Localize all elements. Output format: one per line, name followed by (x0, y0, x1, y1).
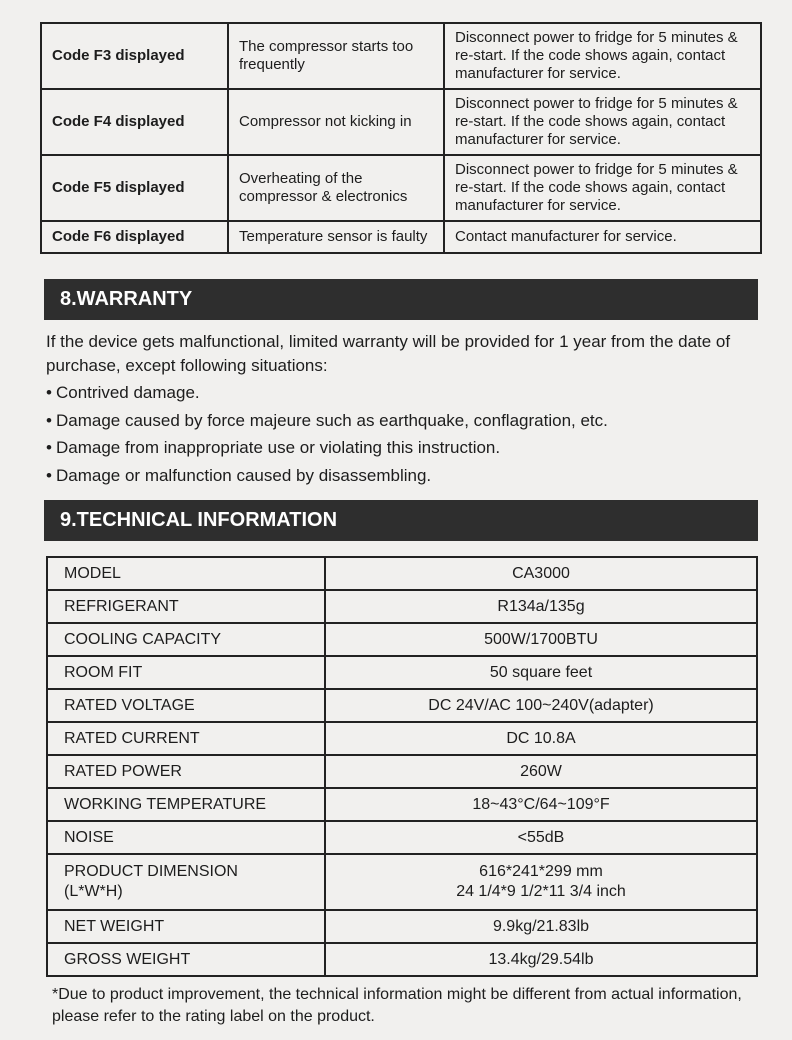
spec-value: <55dB (325, 821, 757, 854)
list-item (46, 464, 758, 488)
table-row (47, 557, 757, 590)
error-solution: Disconnect power to fridge for 5 minutes & re-start. If the code shows again, contact manufacturer for service. (444, 89, 761, 155)
table-row (47, 656, 757, 689)
spec-label: MODEL (47, 557, 325, 590)
warranty-heading: 8.WARRANTY (44, 279, 758, 320)
spec-value: DC 24V/AC 100~240V(adapter) (325, 689, 757, 722)
dimension-imperial: 24 1/4*9 1/2*11 3/4 inch (456, 883, 626, 900)
bullet: • (46, 438, 52, 457)
error-cause: Overheating of the compressor & electronics (228, 155, 444, 221)
exception-text: Contrived damage. (56, 383, 200, 402)
table-row (47, 755, 757, 788)
spec-label: RATED POWER (47, 755, 325, 788)
warranty-intro: If the device gets malfunctional, limited warranty will be provided for 1 year from the date of purchase, except following situations: (46, 332, 731, 375)
spec-value: 13.4kg/29.54lb (325, 943, 757, 976)
list-item (46, 436, 758, 460)
spec-label: GROSS WEIGHT (47, 943, 325, 976)
error-solution: Disconnect power to fridge for 5 minutes & re-start. If the code shows again, contact manufacturer for service. (444, 23, 761, 89)
exception-text: Damage caused by force majeure such as earthquake, conflagration, etc. (56, 410, 608, 430)
bullet: • (46, 383, 52, 402)
spec-value: CA3000 (325, 557, 757, 590)
bullet: • (46, 465, 52, 485)
spec-label: RATED VOLTAGE (47, 689, 325, 722)
error-code: Code F5 displayed (41, 155, 228, 221)
error-cause: Temperature sensor is faulty (228, 221, 444, 253)
dimension-metric: 616*241*299 mm (479, 863, 603, 880)
table-row (47, 821, 757, 854)
bullet: • (46, 410, 52, 430)
spec-label: COOLING CAPACITY (47, 623, 325, 656)
error-code-table (40, 22, 762, 254)
spec-label: RATED CURRENT (47, 722, 325, 755)
exception-text: Damage or malfunction caused by disassembling. (56, 465, 432, 485)
error-cause: The compressor starts too frequently (228, 23, 444, 89)
spec-label: REFRIGERANT (47, 590, 325, 623)
error-solution: Disconnect power to fridge for 5 minutes & re-start. If the code shows again, contact manufacturer for service. (444, 155, 761, 221)
spec-value: R134a/135g (325, 590, 757, 623)
technical-footnote: *Due to product improvement, the technical information might be different from actual information, please refer to the rating label on the product. (52, 986, 742, 1025)
spec-value: 260W (325, 755, 757, 788)
error-code: Code F4 displayed (41, 89, 228, 155)
error-code: Code F3 displayed (41, 23, 228, 89)
technical-heading: 9.TECHNICAL INFORMATION (44, 500, 758, 541)
table-row (47, 689, 757, 722)
table-row (47, 788, 757, 821)
warranty-text (46, 330, 758, 491)
table-row (47, 722, 757, 755)
spec-value: 9.9kg/21.83lb (325, 910, 757, 943)
spec-value: 500W/1700BTU (325, 623, 757, 656)
table-row (47, 623, 757, 656)
spec-label (47, 854, 325, 910)
table-row (41, 89, 761, 155)
error-code: Code F6 displayed (41, 221, 228, 253)
spec-label: NET WEIGHT (47, 910, 325, 943)
table-row (41, 221, 761, 253)
error-cause: Compressor not kicking in (228, 89, 444, 155)
list-item (46, 409, 758, 433)
list-item (46, 381, 758, 405)
spec-value (325, 854, 757, 910)
exception-text: Damage from inappropriate use or violating this instruction. (56, 438, 501, 457)
spec-value: 50 square feet (325, 656, 757, 689)
spec-label: WORKING TEMPERATURE (47, 788, 325, 821)
table-row (41, 155, 761, 221)
dimension-label: PRODUCT DIMENSION (64, 863, 238, 880)
table-row (47, 590, 757, 623)
spec-value: 18~43°C/64~109°F (325, 788, 757, 821)
error-solution: Contact manufacturer for service. (444, 221, 761, 253)
spec-label: NOISE (47, 821, 325, 854)
table-row (47, 854, 757, 910)
spec-value: DC 10.8A (325, 722, 757, 755)
table-row (47, 910, 757, 943)
technical-spec-table (46, 556, 758, 977)
table-row (41, 23, 761, 89)
spec-label: ROOM FIT (47, 656, 325, 689)
warranty-exceptions-list (46, 381, 758, 488)
dimension-label-unit: (L*W*H) (64, 883, 123, 900)
table-row (47, 943, 757, 976)
